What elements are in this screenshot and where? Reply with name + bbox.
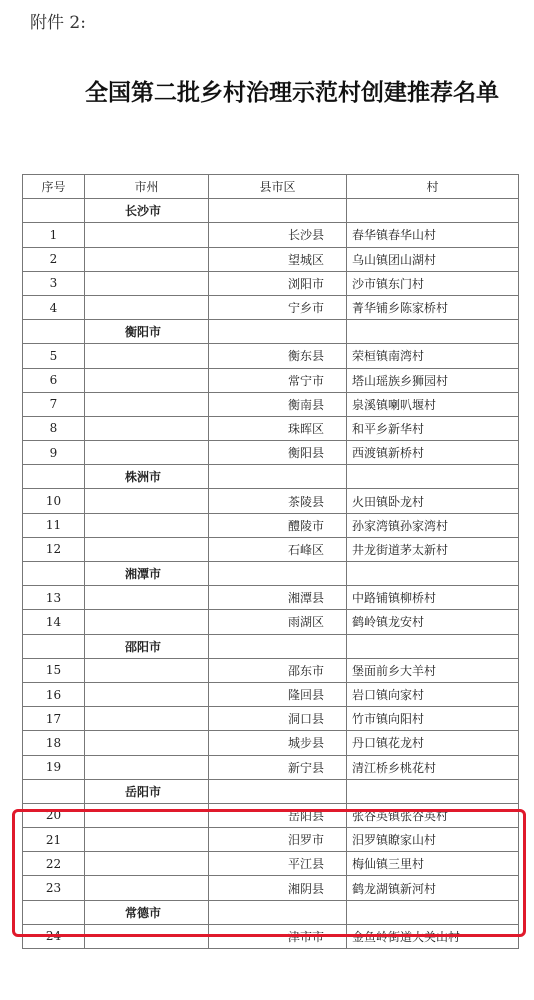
header-county: 县市区 <box>209 175 347 199</box>
table-row <box>23 513 519 537</box>
table-row <box>23 416 519 440</box>
county-name: 雨湖区 <box>209 610 347 634</box>
county-name: 石峰区 <box>209 537 347 561</box>
county-name: 望城区 <box>209 247 347 271</box>
village-name: 孙家湾镇孙家湾村 <box>347 513 519 537</box>
table-row <box>23 876 519 900</box>
row-number: 8 <box>23 416 85 440</box>
table-row <box>23 223 519 247</box>
village-name: 火田镇卧龙村 <box>347 489 519 513</box>
table-row <box>23 368 519 392</box>
county-cell <box>209 779 347 803</box>
county-name: 津市市 <box>209 924 347 948</box>
city-cell <box>85 828 209 852</box>
header-no: 序号 <box>23 175 85 199</box>
village-name: 乌山镇团山湖村 <box>347 247 519 271</box>
village-name: 竹市镇向阳村 <box>347 707 519 731</box>
document-title: 全国第二批乡村治理示范村创建推荐名单 <box>85 79 499 106</box>
no-cell <box>23 320 85 344</box>
attachment-label: 附件 2: <box>30 13 86 33</box>
header-village: 村 <box>347 175 519 199</box>
row-number: 2 <box>23 247 85 271</box>
county-name: 湘阴县 <box>209 876 347 900</box>
county-cell <box>209 320 347 344</box>
city-name: 常德市 <box>85 900 209 924</box>
row-number: 4 <box>23 295 85 319</box>
table-body <box>23 199 519 949</box>
city-cell <box>85 876 209 900</box>
city-cell <box>85 392 209 416</box>
table-row <box>23 755 519 779</box>
village-name: 塔山瑶族乡狮园村 <box>347 368 519 392</box>
village-name: 汨罗镇瞭家山村 <box>347 828 519 852</box>
no-cell <box>23 900 85 924</box>
city-cell <box>85 731 209 755</box>
table-row <box>23 295 519 319</box>
row-number: 16 <box>23 682 85 706</box>
city-cell <box>85 368 209 392</box>
row-number: 7 <box>23 392 85 416</box>
city-cell <box>85 610 209 634</box>
county-name: 衡阳县 <box>209 441 347 465</box>
city-cell <box>85 295 209 319</box>
village-name: 西渡镇新桥村 <box>347 441 519 465</box>
row-number: 10 <box>23 489 85 513</box>
no-cell <box>23 779 85 803</box>
row-number: 12 <box>23 537 85 561</box>
county-name: 城步县 <box>209 731 347 755</box>
table-row <box>23 731 519 755</box>
row-number: 24 <box>23 924 85 948</box>
city-name: 衡阳市 <box>85 320 209 344</box>
village-name: 沙市镇东门村 <box>347 271 519 295</box>
city-cell <box>85 271 209 295</box>
table-row <box>23 392 519 416</box>
table-row <box>23 344 519 368</box>
row-number: 17 <box>23 707 85 731</box>
row-number: 11 <box>23 513 85 537</box>
row-number: 14 <box>23 610 85 634</box>
table-row <box>23 707 519 731</box>
city-name: 邵阳市 <box>85 634 209 658</box>
table-row <box>23 271 519 295</box>
county-name: 衡东县 <box>209 344 347 368</box>
county-name: 汨罗市 <box>209 828 347 852</box>
village-name: 中路铺镇柳桥村 <box>347 586 519 610</box>
city-cell <box>85 223 209 247</box>
city-cell <box>85 513 209 537</box>
row-number: 22 <box>23 852 85 876</box>
city-group-row <box>23 562 519 586</box>
row-number: 21 <box>23 828 85 852</box>
city-name: 株洲市 <box>85 465 209 489</box>
table-row <box>23 852 519 876</box>
row-number: 13 <box>23 586 85 610</box>
county-name: 长沙县 <box>209 223 347 247</box>
county-cell <box>209 634 347 658</box>
city-group-row <box>23 465 519 489</box>
county-name: 常宁市 <box>209 368 347 392</box>
row-number: 23 <box>23 876 85 900</box>
village-name: 菁华铺乡陈家桥村 <box>347 295 519 319</box>
row-number: 6 <box>23 368 85 392</box>
table-row <box>23 924 519 948</box>
village-name: 鹤龙湖镇新河村 <box>347 876 519 900</box>
row-number: 9 <box>23 441 85 465</box>
row-number: 3 <box>23 271 85 295</box>
county-name: 宁乡市 <box>209 295 347 319</box>
city-group-row <box>23 634 519 658</box>
no-cell <box>23 199 85 223</box>
table-row <box>23 247 519 271</box>
village-name: 清江桥乡桃花村 <box>347 755 519 779</box>
village-name: 春华镇春华山村 <box>347 223 519 247</box>
village-name: 井龙街道茅太新村 <box>347 537 519 561</box>
table-row <box>23 489 519 513</box>
village-name: 鹤岭镇龙安村 <box>347 610 519 634</box>
no-cell <box>23 465 85 489</box>
village-name: 荣桓镇南湾村 <box>347 344 519 368</box>
no-cell <box>23 634 85 658</box>
city-name: 长沙市 <box>85 199 209 223</box>
city-cell <box>85 682 209 706</box>
table-header-row <box>23 175 519 199</box>
village-name: 丹口镇花龙村 <box>347 731 519 755</box>
city-cell <box>85 852 209 876</box>
table-row <box>23 586 519 610</box>
county-name: 珠晖区 <box>209 416 347 440</box>
header-city: 市州 <box>85 175 209 199</box>
table-row <box>23 803 519 827</box>
row-number: 1 <box>23 223 85 247</box>
village-name: 岩口镇向家村 <box>347 682 519 706</box>
row-number: 20 <box>23 803 85 827</box>
village-cell <box>347 779 519 803</box>
table-row <box>23 537 519 561</box>
county-name: 衡南县 <box>209 392 347 416</box>
county-name: 洞口县 <box>209 707 347 731</box>
village-cell <box>347 900 519 924</box>
table-row <box>23 828 519 852</box>
table-row <box>23 441 519 465</box>
city-cell <box>85 707 209 731</box>
village-list-table <box>22 174 519 949</box>
city-cell <box>85 586 209 610</box>
county-name: 新宁县 <box>209 755 347 779</box>
county-name: 平江县 <box>209 852 347 876</box>
city-cell <box>85 247 209 271</box>
county-name: 浏阳市 <box>209 271 347 295</box>
county-cell <box>209 465 347 489</box>
village-cell <box>347 562 519 586</box>
village-cell <box>347 634 519 658</box>
county-cell <box>209 900 347 924</box>
village-cell <box>347 320 519 344</box>
village-name: 堡面前乡大羊村 <box>347 658 519 682</box>
county-name: 湘潭县 <box>209 586 347 610</box>
city-cell <box>85 344 209 368</box>
city-group-row <box>23 779 519 803</box>
no-cell <box>23 562 85 586</box>
city-cell <box>85 441 209 465</box>
city-cell <box>85 803 209 827</box>
city-cell <box>85 416 209 440</box>
city-cell <box>85 755 209 779</box>
city-group-row <box>23 320 519 344</box>
city-group-row <box>23 900 519 924</box>
city-cell <box>85 658 209 682</box>
table-row <box>23 610 519 634</box>
village-cell <box>347 465 519 489</box>
county-cell <box>209 199 347 223</box>
county-name: 隆回县 <box>209 682 347 706</box>
row-number: 19 <box>23 755 85 779</box>
village-cell <box>347 199 519 223</box>
village-name: 和平乡新华村 <box>347 416 519 440</box>
city-name: 岳阳市 <box>85 779 209 803</box>
village-name: 泉溪镇喇叭堰村 <box>347 392 519 416</box>
city-cell <box>85 924 209 948</box>
village-name: 梅仙镇三里村 <box>347 852 519 876</box>
county-name: 茶陵县 <box>209 489 347 513</box>
city-group-row <box>23 199 519 223</box>
county-name: 邵东市 <box>209 658 347 682</box>
village-name: 张谷英镇张谷英村 <box>347 803 519 827</box>
city-cell <box>85 537 209 561</box>
row-number: 5 <box>23 344 85 368</box>
city-cell <box>85 489 209 513</box>
row-number: 15 <box>23 658 85 682</box>
county-name: 醴陵市 <box>209 513 347 537</box>
city-name: 湘潭市 <box>85 562 209 586</box>
table-row <box>23 658 519 682</box>
table-row <box>23 682 519 706</box>
county-name: 岳阳县 <box>209 803 347 827</box>
county-cell <box>209 562 347 586</box>
village-name: 金鱼岭街道大关山村 <box>347 924 519 948</box>
row-number: 18 <box>23 731 85 755</box>
